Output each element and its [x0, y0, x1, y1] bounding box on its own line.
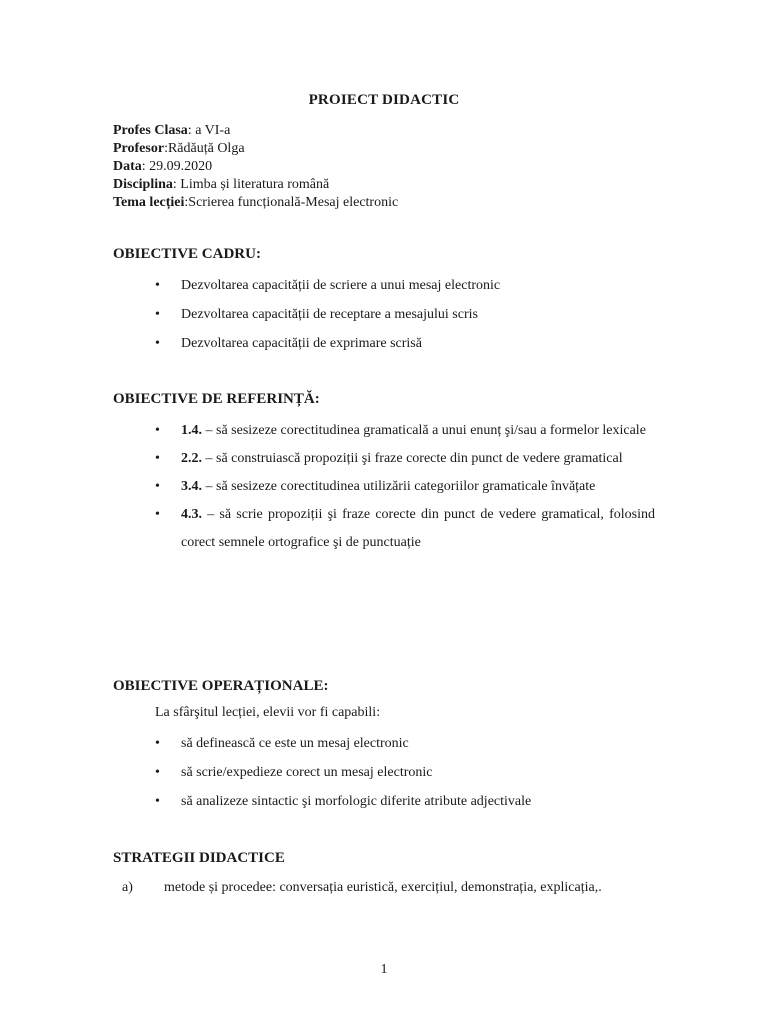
bullet-icon: • [155, 451, 160, 466]
list-item [155, 330, 655, 358]
meta-separator: : [184, 195, 189, 210]
list-obiective-referinta [155, 417, 655, 557]
list-obiective-operationale [155, 730, 655, 816]
objective-text: – să scrie propoziții şi fraze corecte din punct de vedere gramatical, folosind corect semnele ortografice şi de punctuație [181, 507, 655, 550]
objective-code: 4.3. [181, 507, 202, 522]
objective-text: – să sesizeze corectitudinea utilizării categoriilor gramaticale învățate [202, 479, 596, 494]
meta-label: Data [113, 159, 142, 174]
bullet-icon: • [155, 507, 160, 522]
list-marker: a) [122, 880, 133, 895]
meta-row-data [113, 158, 398, 176]
meta-label: Disciplina [113, 177, 173, 192]
list-item [155, 759, 655, 787]
bullet-icon: • [155, 765, 160, 780]
section-heading-obiective-operationale: OBIECTIVE OPERAȚIONALE: [113, 678, 329, 694]
meta-value: 29.09.2020 [149, 159, 213, 174]
meta-separator: : [172, 177, 181, 192]
meta-row-disciplina [113, 176, 398, 194]
bullet-icon: • [155, 336, 160, 351]
meta-value: Scrierea funcțională-Mesaj electronic [188, 195, 399, 210]
bullet-icon: • [155, 736, 160, 751]
objective-code: 2.2. [181, 451, 202, 466]
meta-label: Profesor [113, 141, 165, 156]
objective-code: 3.4. [181, 479, 202, 494]
bullet-icon: • [155, 278, 160, 293]
section-intro: La sfârşitul lecției, elevii vor fi capabili: [155, 705, 381, 720]
document-title: PROIECT DIDACTIC [308, 92, 460, 108]
meta-separator: : [164, 141, 168, 156]
section-heading-obiective-referinta: OBIECTIVE DE REFERINȚĂ: [113, 391, 320, 407]
page-number: 1 [380, 962, 388, 977]
objective-code: 1.4. [181, 423, 202, 438]
strategy-item [122, 874, 655, 902]
list-item [155, 445, 655, 473]
meta-row-clasa [113, 122, 398, 140]
section-heading-strategii: STRATEGII DIDACTICE [113, 850, 285, 866]
list-obiective-cadru [155, 272, 655, 358]
meta-label: Profes Clasa [113, 123, 188, 138]
list-item [155, 788, 655, 816]
meta-value: Rădăuță Olga [167, 141, 245, 156]
strategy-text: metode și procedee: conversația euristică, exercițiul, demonstrația, explicația,. [164, 880, 602, 895]
list-item [155, 730, 655, 758]
section-heading-obiective-cadru: OBIECTIVE CADRU: [113, 246, 261, 262]
list-item-text: să analizeze sintactic şi morfologic diferite atribute adjectivale [181, 794, 532, 809]
meta-separator: : [141, 159, 150, 174]
meta-value: Limba și literatura română [180, 177, 330, 192]
list-item-text: Dezvoltarea capacității de receptare a mesajului scris [181, 307, 478, 322]
objective-text: – să sesizeze corectitudinea gramaticală a unui enunț şi/sau a formelor lexicale [202, 423, 646, 438]
bullet-icon: • [155, 423, 160, 438]
meta-row-tema [113, 194, 398, 212]
meta-label: Tema lecției [113, 195, 185, 210]
list-item-text: să definească ce este un mesaj electronic [181, 736, 409, 751]
bullet-icon: • [155, 794, 160, 809]
list-item [155, 473, 655, 501]
list-item [155, 272, 655, 300]
list-item-text: Dezvoltarea capacității de scriere a unui mesaj electronic [181, 278, 501, 293]
lesson-meta [113, 122, 398, 212]
bullet-icon: • [155, 479, 160, 494]
meta-row-profesor [113, 140, 398, 158]
objective-text: – să construiască propoziții şi fraze corecte din punct de vedere gramatical [202, 451, 623, 466]
list-item [155, 501, 655, 557]
meta-value: a VI-a [195, 123, 231, 138]
list-item [155, 417, 655, 445]
meta-separator: : [187, 123, 196, 138]
bullet-icon: • [155, 307, 160, 322]
list-item-text: să scrie/expedieze corect un mesaj electronic [181, 765, 433, 780]
list-item-text: Dezvoltarea capacității de exprimare scrisă [181, 336, 422, 351]
list-item [155, 301, 655, 329]
